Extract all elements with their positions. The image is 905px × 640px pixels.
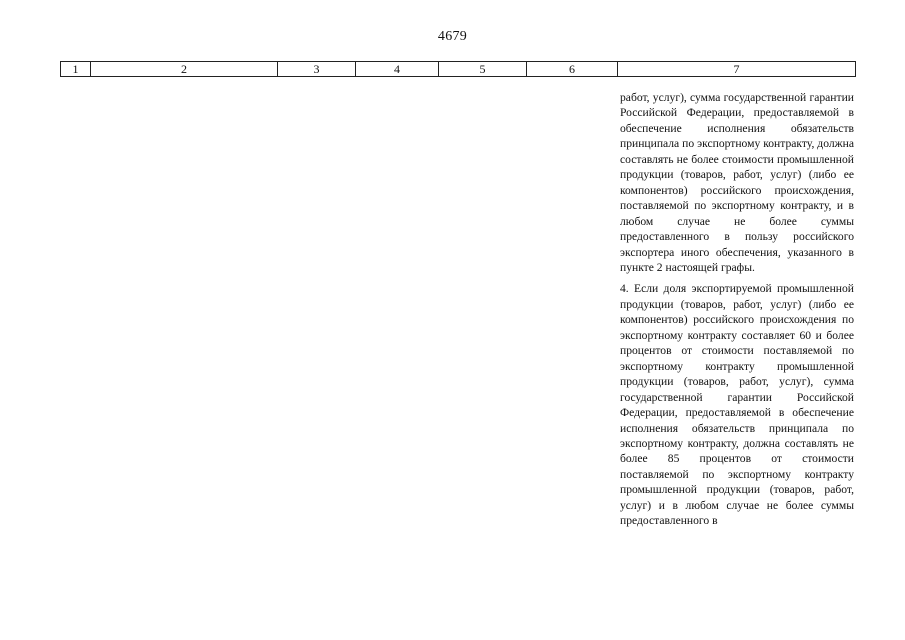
column-header-7: 7	[618, 62, 856, 77]
column-header-1: 1	[61, 62, 91, 77]
column-header-6: 6	[527, 62, 618, 77]
column-header-4: 4	[356, 62, 439, 77]
column-7-text	[620, 90, 854, 529]
column-header-5: 5	[439, 62, 527, 77]
column-header-3: 3	[278, 62, 356, 77]
column-header-row	[61, 62, 856, 77]
paragraph-continuation: работ, услуг), сумма государственной гарантии Российской Федерации, предоставляемой в обеспечение исполнения обязательств принципала по экспортному контракту, должна составлять не более стоимости промышленной продукции (товаров, работ, услуг) (либо ее компонентов) российского происхождения, поставляемой по экспортному контракту, и в любом случае не более суммы предоставленного в пользу российского экспортера иного обеспечения, указанного в пункте 2 настоящей графы.	[620, 91, 854, 274]
column-header-table	[60, 61, 856, 77]
page-number: 4679	[437, 29, 468, 44]
paragraph-item-4: 4. Если доля экспортируемой промышленной продукции (товаров, работ, услуг) (либо ее компонентов) российского происхождения по экспортному контракту составляет 60 и более процентов от стоимости поставляемой по экспортному контракту промышленной продукции (товаров, работ, услуг), сумма государственной гарантии Российской Федерации, предоставляемой в обеспечение исполнения обязательств принципала по экспортному контракту, должна составлять не более 85 процентов от стоимости поставляемой по экспортному контракту промышленной продукции (товаров, работ, услуг) и в любом случае не более суммы предоставленного в	[620, 282, 854, 528]
column-header-2: 2	[91, 62, 278, 77]
